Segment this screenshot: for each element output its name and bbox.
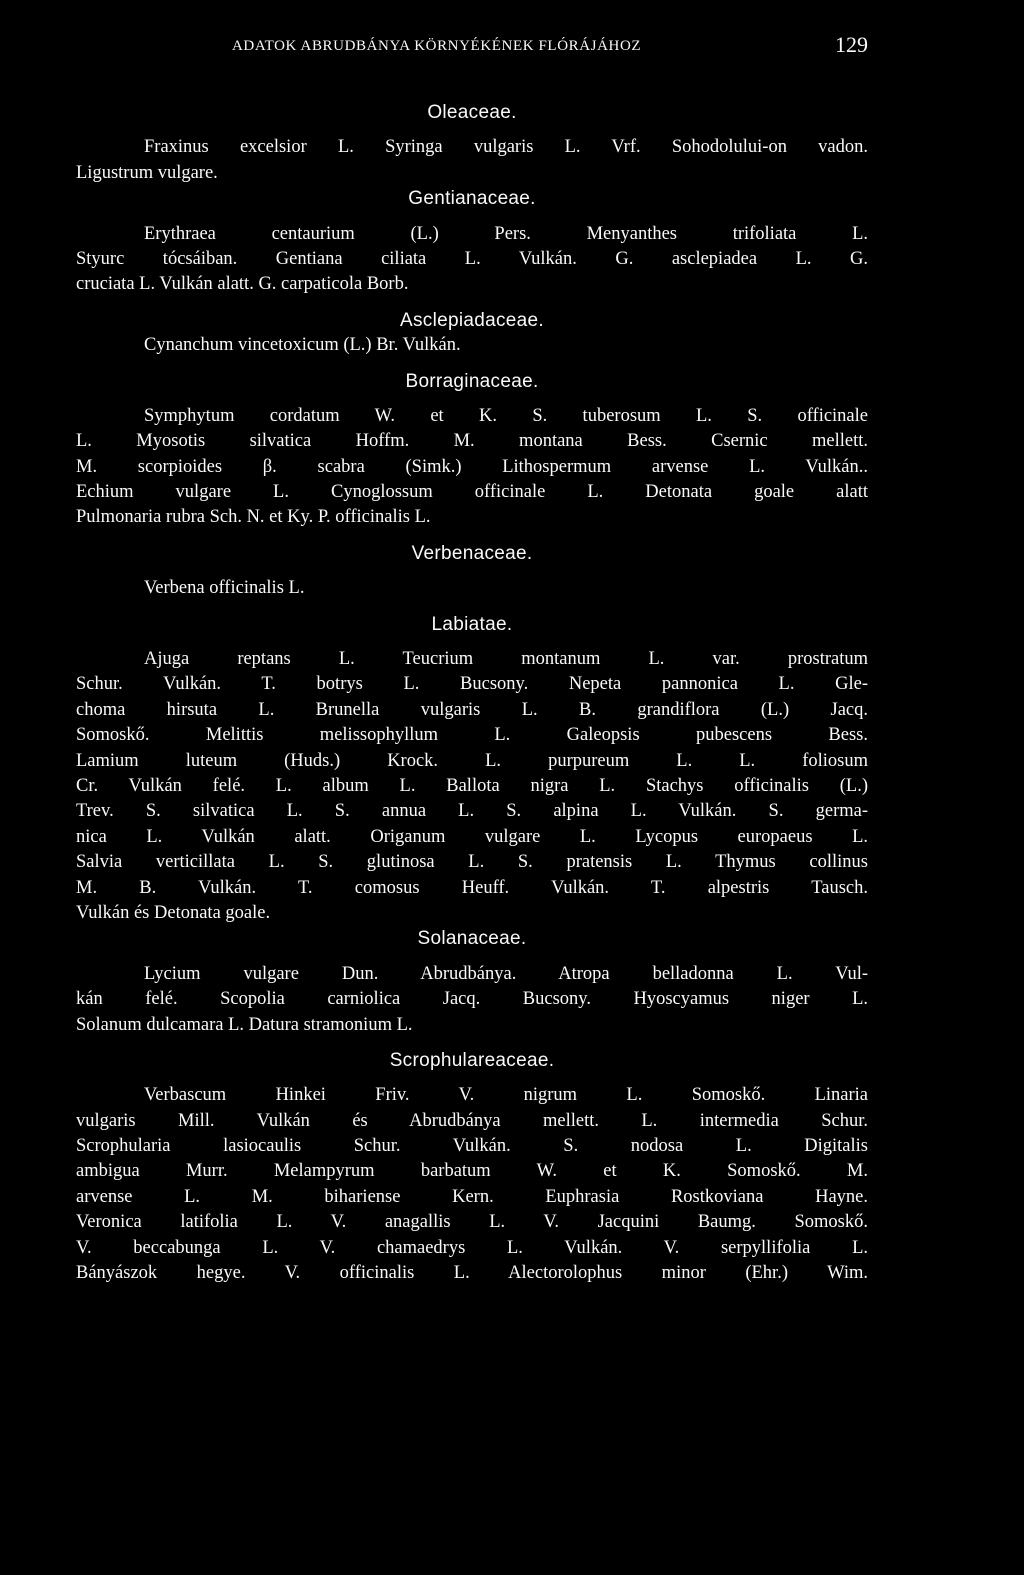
page-number: 129 [835,32,868,57]
text-line: cruciata L. Vulkán alatt. G. carpaticola Borb. [76,274,409,295]
text-line: Lamium luteum (Huds.) Krock. L. purpureum L. L. foliosum [76,750,868,771]
text-line: Symphytum cordatum W. et K. S. tuberosum L. S. officinale [144,405,868,426]
text-line: vulgaris Mill. Vulkán és Abrudbánya mellett. L. intermedia Schur. [76,1110,868,1131]
section-heading-verbenaceae: Verbenaceae. [411,542,533,564]
section-heading-borraginaceae: Borraginaceae. [405,370,539,392]
text-line: M. scorpioides β. scabra (Simk.) Lithospermum arvense L. Vulkán.. [76,456,868,477]
text-line: choma hirsuta L. Brunella vulgaris L. B. grandiflora (L.) Jacq. [76,699,868,720]
section-heading-gentianaceae: Gentianaceae. [408,188,536,210]
text-line: Vulkán és Detonata goale. [76,902,271,923]
text-line: Trev. S. silvatica L. S. annua L. S. alpina L. Vulkán. S. germa- [76,801,868,822]
text-line: M. B. Vulkán. T. comosus Heuff. Vulkán. T. alpestris Tausch. [76,877,868,898]
section-heading-oleaceae: Oleaceae. [427,102,517,123]
section-heading-asclepiadaceae: Asclepiadaceae. [400,309,544,331]
text-line: Echium vulgare L. Cynoglossum officinale L. Detonata goale alatt [76,482,868,503]
section-heading-labiatae: Labiatae. [431,613,513,635]
text-line: V. beccabunga L. V. chamaedrys L. Vulkán. V. serpyllifolia L. [76,1237,868,1258]
text-line: ambigua Murr. Melampyrum barbatum W. et K. Somoskő. M. [76,1161,868,1182]
text-line: Lycium vulgare Dun. Abrudbánya. Atropa belladonna L. Vul- [144,963,868,984]
text-line: kán felé. Scopolia carniolica Jacq. Bucsony. Hyoscyamus niger L. [76,989,868,1010]
text-line: Bányászok hegye. V. officinalis L. Alectorolophus minor (Ehr.) Wim. [76,1263,868,1284]
text-line: Pulmonaria rubra Sch. N. et Ky. P. officinalis L. [76,507,431,528]
text-line: Styurc tócsáiban. Gentiana ciliata L. Vulkán. G. asclepiadea L. G. [76,248,868,269]
text-line: Somoskő. Melittis melissophyllum L. Galeopsis pubescens Bess. [76,725,868,746]
text-line: Ligustrum vulgare. [76,162,218,183]
running-title: ADATOK ABRUDBÁNYA KÖRNYÉKÉNEK FLÓRÁJÁHOZ [232,38,642,54]
text-line: Scrophularia lasiocaulis Schur. Vulkán. S. nodosa L. Digitalis [76,1136,868,1157]
text-line: Verbascum Hinkei Friv. V. nigrum L. Somoskő. Linaria [144,1085,868,1106]
section-heading-scrophulareaceae: Scrophulareaceae. [389,1049,555,1071]
text-line: Schur. Vulkán. T. botrys L. Bucsony. Nepeta pannonica L. Gle- [76,674,868,695]
text-line: Erythraea centaurium (L.) Pers. Menyanthes trifoliata L. [144,223,868,244]
text-line: Cr. Vulkán felé. L. album L. Ballota nigra L. Stachys officinalis (L.) [76,775,868,796]
section-heading-solanaceae: Solanaceae. [417,928,527,950]
text-line: arvense L. M. bihariense Kern. Euphrasia Rostkoviana Hayne. [76,1186,868,1207]
text-line: Cynanchum vincetoxicum (L.) Br. Vulkán. [144,335,461,356]
text-line: Solanum dulcamara L. Datura stramonium L. [76,1014,413,1035]
text-line: nica L. Vulkán alatt. Origanum vulgare L. Lycopus europaeus L. [76,826,868,847]
text-line: Veronica latifolia L. V. anagallis L. V. Jacquini Baumg. Somoskő. [76,1212,868,1233]
text-line: Fraxinus excelsior L. Syringa vulgaris L. Vrf. Sohodolului-on vadon. [144,137,868,158]
page-body [76,100,868,1286]
text-line: Verbena officinalis L. [144,578,305,599]
text-line: Ajuga reptans L. Teucrium montanum L. var. prostratum [144,649,868,670]
text-line: L. Myosotis silvatica Hoffm. M. montana Bess. Csernic mellett. [76,431,868,452]
running-header [232,34,868,62]
text-line: Salvia verticillata L. S. glutinosa L. S. pratensis L. Thymus collinus [76,852,868,873]
